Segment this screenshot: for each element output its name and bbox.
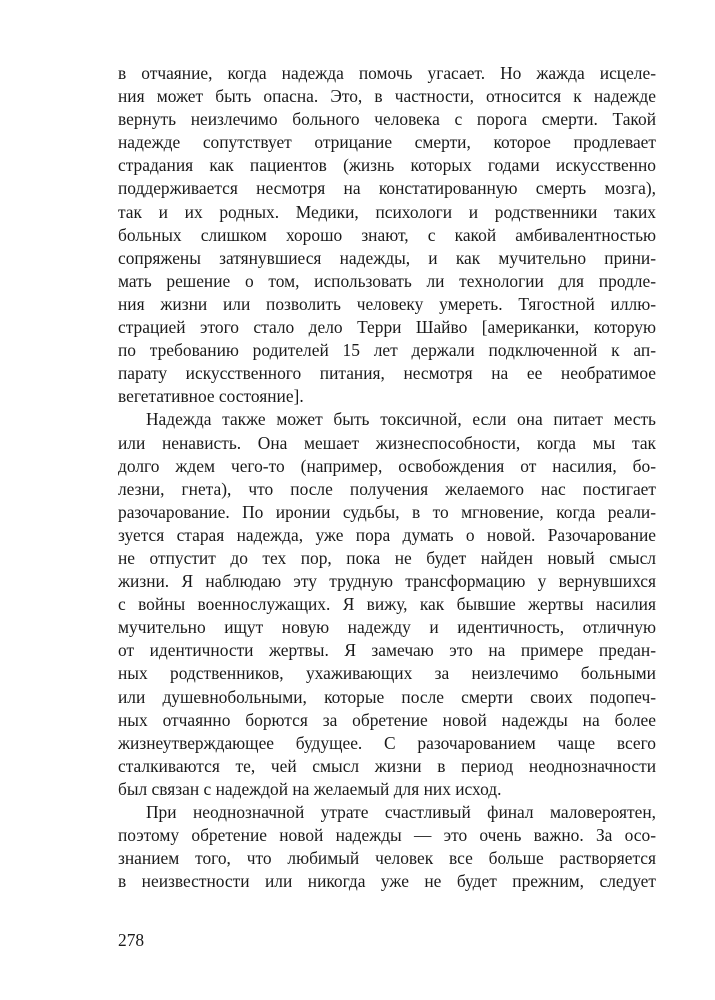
text-line: лезни, гнета), что после получения желаемого нас постигает bbox=[118, 478, 656, 499]
text-line: так и их родных. Медики, психологи и родственники таких bbox=[118, 201, 656, 222]
text-line: сталкиваются те, чей смысл жизни в период неоднозначности bbox=[118, 755, 656, 776]
text-line: надежде сопутствует отрицание смерти, которое продлевает bbox=[118, 132, 656, 153]
text-line: с войны военнослужащих. Я вижу, как бывшие жертвы насилия bbox=[118, 594, 656, 615]
text-line: в неизвестности или никогда уже не будет прежним, следует bbox=[118, 871, 656, 892]
text-line: в отчаяние, когда надежда помочь угасает. Но жажда исцеле- bbox=[118, 63, 656, 83]
text-line: зуется старая надежда, уже пора думать о новой. Разочарование bbox=[118, 524, 656, 545]
text-line: парату искусственного питания, несмотря на ее необратимое bbox=[118, 363, 656, 384]
text-line: или душевнобольными, которые после смерти своих подопеч- bbox=[118, 686, 656, 707]
text-line: ния может быть опасна. Это, в частности, относится к надежде bbox=[118, 86, 656, 107]
text-line: или ненависть. Она мешает жизнеспособности, когда мы так bbox=[118, 432, 656, 453]
text-line: поэтому обретение новой надежды — это очень важно. За осо- bbox=[118, 825, 656, 846]
text-line: мать решение о том, использовать ли технологии для продле- bbox=[118, 270, 656, 291]
text-line: жизни. Я наблюдаю эту трудную трансформацию у вернувшихся bbox=[118, 571, 656, 592]
text-line: страцией этого стало дело Терри Шайво [американки, которую bbox=[118, 317, 656, 338]
text-line: жизнеутверждающее будущее. С разочарованием чаще всего bbox=[118, 732, 656, 753]
page-number: 278 bbox=[118, 930, 145, 950]
paragraph-end-line: вегетативное состояние]. bbox=[118, 386, 304, 407]
text-line: ных отчаянно борются за обретение новой надежды на более bbox=[118, 709, 656, 730]
paragraph-start-line: При неоднозначной утрате счастливый финал маловероятен, bbox=[146, 802, 656, 822]
text-line: мучительно ищут новую надежду и идентичность, отличную bbox=[118, 617, 656, 638]
text-line: сопряжены затянувшиеся надежды, и как мучительно прини- bbox=[118, 247, 656, 268]
text-line: вернуть неизлечимо больного человека с порога смерти. Такой bbox=[118, 109, 656, 130]
text-line: долго ждем чего-то (например, освобождения от насилия, бо- bbox=[118, 455, 656, 476]
text-line: разочарование. По иронии судьбы, в то мгновение, когда реали- bbox=[118, 501, 656, 522]
text-line: по требованию родителей 15 лет держали подключенной к ап- bbox=[118, 340, 656, 361]
paragraph-end-line: был связан с надеждой на желаемый для них исход. bbox=[118, 778, 502, 799]
paragraph-start-line: Надежда также может быть токсичной, если она питает месть bbox=[146, 409, 656, 430]
text-line: ных родственников, ухаживающих за неизлечимо больными bbox=[118, 663, 656, 684]
body-text bbox=[118, 62, 656, 893]
text-line: поддерживается несмотря на констатированную смерть мозга), bbox=[118, 178, 656, 199]
text-line: знанием того, что любимый человек все больше растворяется bbox=[118, 848, 656, 869]
text-line: больных слишком хорошо знают, с какой амбивалентностью bbox=[118, 224, 656, 245]
text-line: страдания как пациентов (жизнь которых годами искусственно bbox=[118, 155, 656, 176]
text-line: не отпустит до тех пор, пока не будет найден новый смысл bbox=[118, 547, 656, 568]
text-line: ния жизни или позволить человеку умереть. Тягостной иллю- bbox=[118, 293, 656, 314]
text-line: от идентичности жертвы. Я замечаю это на примере предан- bbox=[118, 640, 656, 661]
